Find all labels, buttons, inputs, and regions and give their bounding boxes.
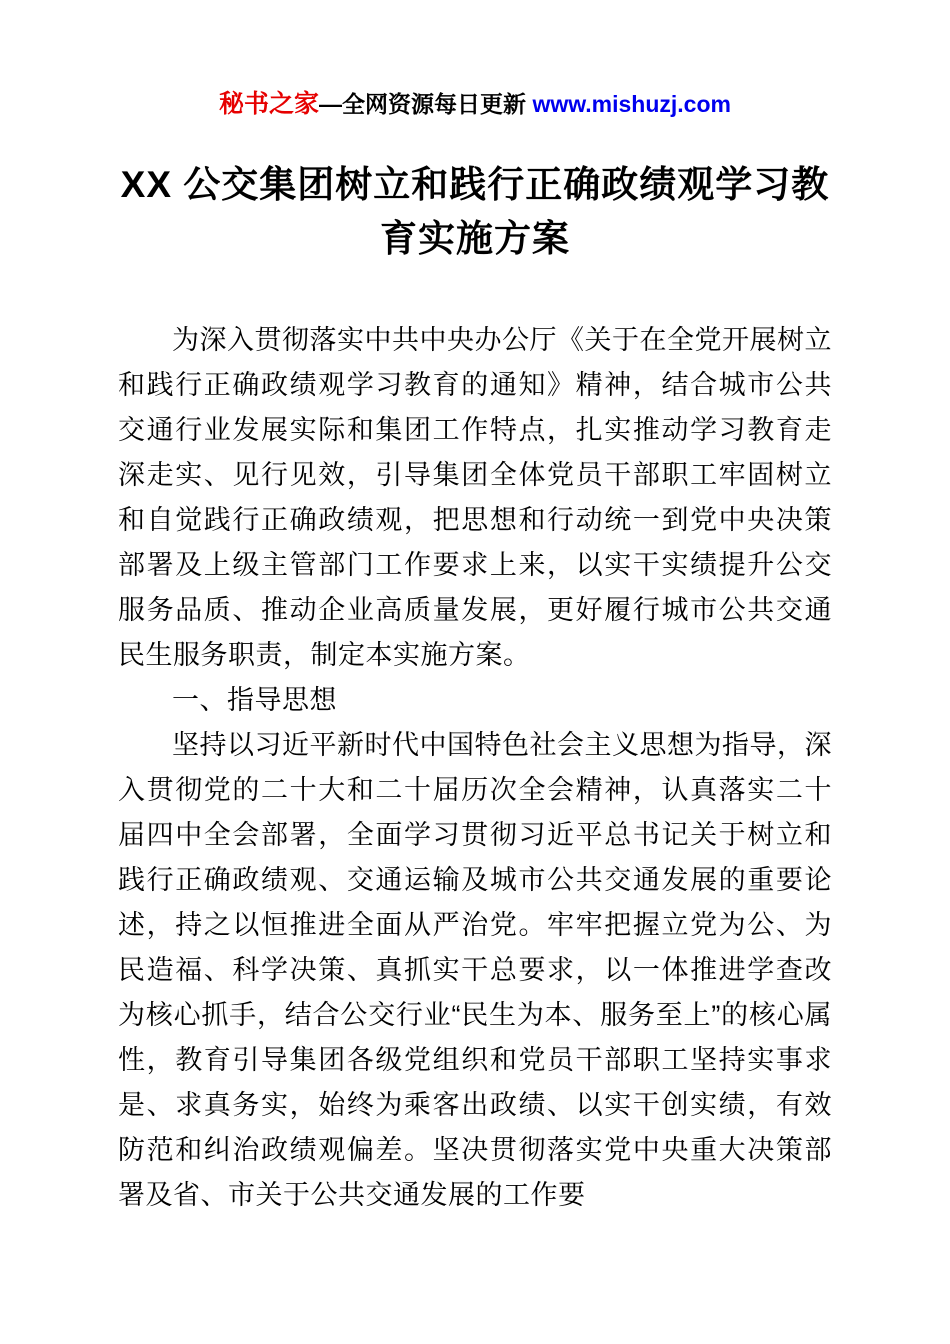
site-url-link[interactable]: www.mishuzj.com [532,91,731,117]
paragraph-guiding-ideology: 坚持以习近平新时代中国特色社会主义思想为指导，深入贯彻党的二十大和二十届历次全会精神，认真落实二十届四中全会部署，全面学习贯彻习近平总书记关于树立和践行正确政绩观、交通运输及城市公共交通发展的重要论述，持之以恒推进全面从严治党。牢牢把握立党为公、为民造福、科学决策、真抓实干总要求，以一体推进学查改为核心抓手，结合公交行业“民生为本、服务至上”的核心属性，教育引导集团各级党组织和党员干部职工坚持实事求是、求真务实，始终为乘客出政绩、以实干创实绩，有效防范和纠治政绩观偏差。坚决贯彻落实党中央重大决策部署及省、市关于公共交通发展的工作要 [118,730,832,1210]
site-tagline: —全网资源每日更新 [319,91,533,117]
document-body [118,318,832,1218]
section-heading-guiding-ideology: 一、指导思想 [172,685,337,715]
site-brand: 秘书之家 [219,90,320,118]
document-title: XX 公交集团树立和践行正确政绩观学习教育实施方案 [120,164,830,259]
site-header [118,84,832,120]
paragraph-intro: 为深入贯彻落实中共中央办公厅《关于在全党开展树立和践行正确政绩观学习教育的通知》精神，结合城市公共交通行业发展实际和集团工作特点，扎实推动学习教育走深走实、见行见效，引导集团全体党员干部职工牢固树立和自觉践行正确政绩观，把思想和行动统一到党中央决策部署及上级主管部门工作要求上来，以实干实绩提升公交服务品质、推动企业高质量发展，更好履行城市公共交通民生服务职责，制定本实施方案。 [118,325,832,670]
